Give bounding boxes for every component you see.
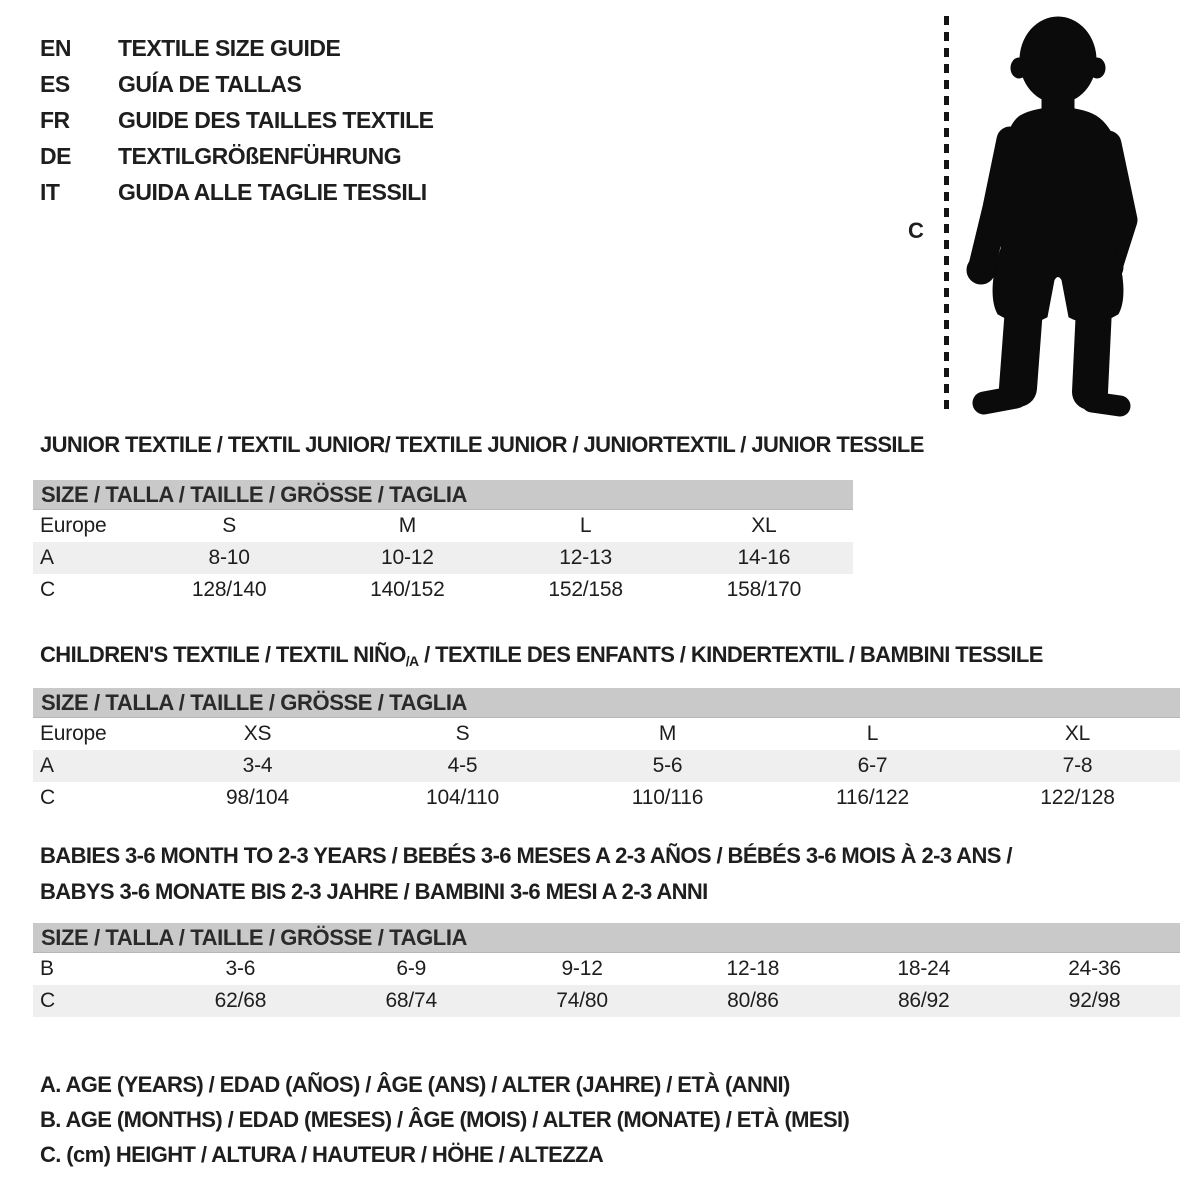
junior-size-table [33, 480, 853, 606]
age-value: 18-24 [897, 957, 951, 980]
height-value: 152/158 [548, 578, 623, 601]
table-row-age-months [33, 953, 1180, 985]
junior-size-header-bar [33, 480, 853, 510]
age-value: 5-6 [652, 754, 683, 777]
row-label: Europe [40, 514, 107, 537]
children-size-header-bar [33, 688, 1180, 718]
row-label: A [40, 754, 54, 777]
table-row-age-years [33, 750, 1180, 782]
height-value: 110/116 [631, 786, 704, 809]
toddler-silhouette-icon [958, 12, 1146, 420]
row-label: C [40, 578, 55, 601]
babies-section-heading-line-1: BABIES 3-6 MONTH TO 2-3 YEARS / BEBÉS 3-6 MESES A 2-3 AÑOS / BÉBÉS 3-6 MOIS À 2-3 ANS / [40, 843, 1012, 868]
guide-title: TEXTILGRÖßENFÜHRUNG [118, 142, 402, 169]
height-value: 86/92 [897, 989, 950, 1012]
language-row-de [40, 138, 434, 174]
age-value: 9-12 [561, 957, 603, 980]
size-header-text: SIZE / TALLA / TAILLE / GRÖSSE / TAGLIA [41, 481, 468, 507]
height-measure-label: C [908, 218, 924, 243]
height-value: 122/128 [1040, 786, 1115, 809]
row-label: C [40, 989, 55, 1012]
table-row-europe [33, 718, 1180, 750]
age-value: 12-18 [726, 957, 780, 980]
size-value: L [866, 722, 879, 745]
table-row-age-years [33, 542, 853, 574]
language-title-list [40, 30, 434, 210]
language-row-es [40, 66, 434, 102]
size-header-text: SIZE / TALLA / TAILLE / GRÖSSE / TAGLIA [41, 689, 468, 715]
age-value: 12-13 [559, 546, 612, 569]
table-row-height-cm [33, 574, 853, 606]
legend-line-age-years: A. AGE (YEARS) / EDAD (AÑOS) / ÂGE (ANS) / ALTER (JAHRE) / ETÀ (ANNI) [40, 1072, 790, 1097]
size-value: S [455, 722, 470, 745]
language-code: DE [40, 142, 71, 169]
size-value: L [579, 514, 592, 537]
language-code: EN [40, 34, 71, 61]
size-value: XL [1064, 722, 1091, 745]
height-value: 128/140 [191, 578, 267, 601]
height-value: 140/152 [370, 578, 445, 601]
babies-size-header-bar [33, 923, 1180, 953]
guide-title: TEXTILE SIZE GUIDE [118, 34, 341, 61]
age-value: 24-36 [1068, 957, 1121, 980]
language-code: ES [40, 70, 70, 97]
height-value: 104/110 [426, 786, 499, 809]
legend-line-height: C. (cm) HEIGHT / ALTURA / HAUTEUR / HÖHE / ALTEZZA [40, 1142, 604, 1167]
height-value: 98/104 [225, 786, 290, 809]
age-value: 6-9 [396, 957, 427, 980]
children-heading-text: CHILDREN'S TEXTILE / TEXTIL NIÑO [40, 642, 406, 667]
table-row-europe [33, 510, 853, 542]
guide-title: GUIDE DES TAILLES TEXTILE [118, 106, 434, 133]
guide-title: GUÍA DE TALLAS [118, 70, 302, 97]
height-value: 116/122 [836, 786, 909, 809]
row-label: B [40, 957, 54, 980]
size-value: XS [243, 722, 272, 745]
language-code: FR [40, 106, 70, 133]
children-section-heading [40, 642, 1043, 668]
legend-line-age-months: B. AGE (MONTHS) / EDAD (MESES) / ÂGE (MOIS) / ALTER (MONATE) / ETÀ (MESI) [40, 1107, 850, 1132]
size-value: M [658, 722, 677, 745]
age-value: 14-16 [737, 546, 791, 569]
size-header-text: SIZE / TALLA / TAILLE / GRÖSSE / TAGLIA [41, 924, 468, 950]
height-value: 74/80 [556, 989, 608, 1012]
row-label: Europe [40, 722, 107, 745]
children-size-table [33, 688, 1180, 814]
size-value: XL [751, 514, 777, 537]
babies-size-table [33, 923, 1180, 1017]
junior-section-heading: JUNIOR TEXTILE / TEXTIL JUNIOR/ TEXTILE JUNIOR / JUNIORTEXTIL / JUNIOR TESSILE [40, 432, 924, 457]
age-value: 3-4 [242, 754, 273, 777]
height-value: 92/98 [1068, 989, 1121, 1012]
height-value: 80/86 [727, 989, 779, 1012]
height-measure-dashed-line [944, 16, 949, 416]
table-row-height-cm [33, 782, 1180, 814]
table-row-height-cm [33, 985, 1180, 1017]
height-value: 68/74 [385, 989, 438, 1012]
age-value: 7-8 [1062, 754, 1093, 777]
language-row-en [40, 30, 434, 66]
row-label: C [40, 786, 55, 809]
children-heading-text: / TEXTILE DES ENFANTS / KINDERTEXTIL / BAMBINI TESSILE [418, 642, 1043, 667]
language-code: IT [40, 178, 60, 205]
height-value: 158/170 [726, 578, 802, 601]
size-value: S [222, 514, 237, 537]
age-value: 4-5 [447, 754, 478, 777]
age-value: 10-12 [381, 546, 434, 569]
children-heading-subscript: /A [405, 653, 419, 669]
age-value: 3-6 [225, 957, 256, 980]
size-value: M [398, 514, 417, 537]
row-label: A [40, 546, 54, 569]
age-value: 6-7 [857, 754, 888, 777]
language-row-it [40, 174, 434, 210]
guide-title: GUIDA ALLE TAGLIE TESSILI [118, 178, 427, 205]
age-value: 8-10 [208, 546, 250, 569]
language-row-fr [40, 102, 434, 138]
babies-section-heading-line-2: BABYS 3-6 MONATE BIS 2-3 JAHRE / BAMBINI 3-6 MESI A 2-3 ANNI [40, 879, 708, 904]
height-value: 62/68 [214, 989, 267, 1012]
